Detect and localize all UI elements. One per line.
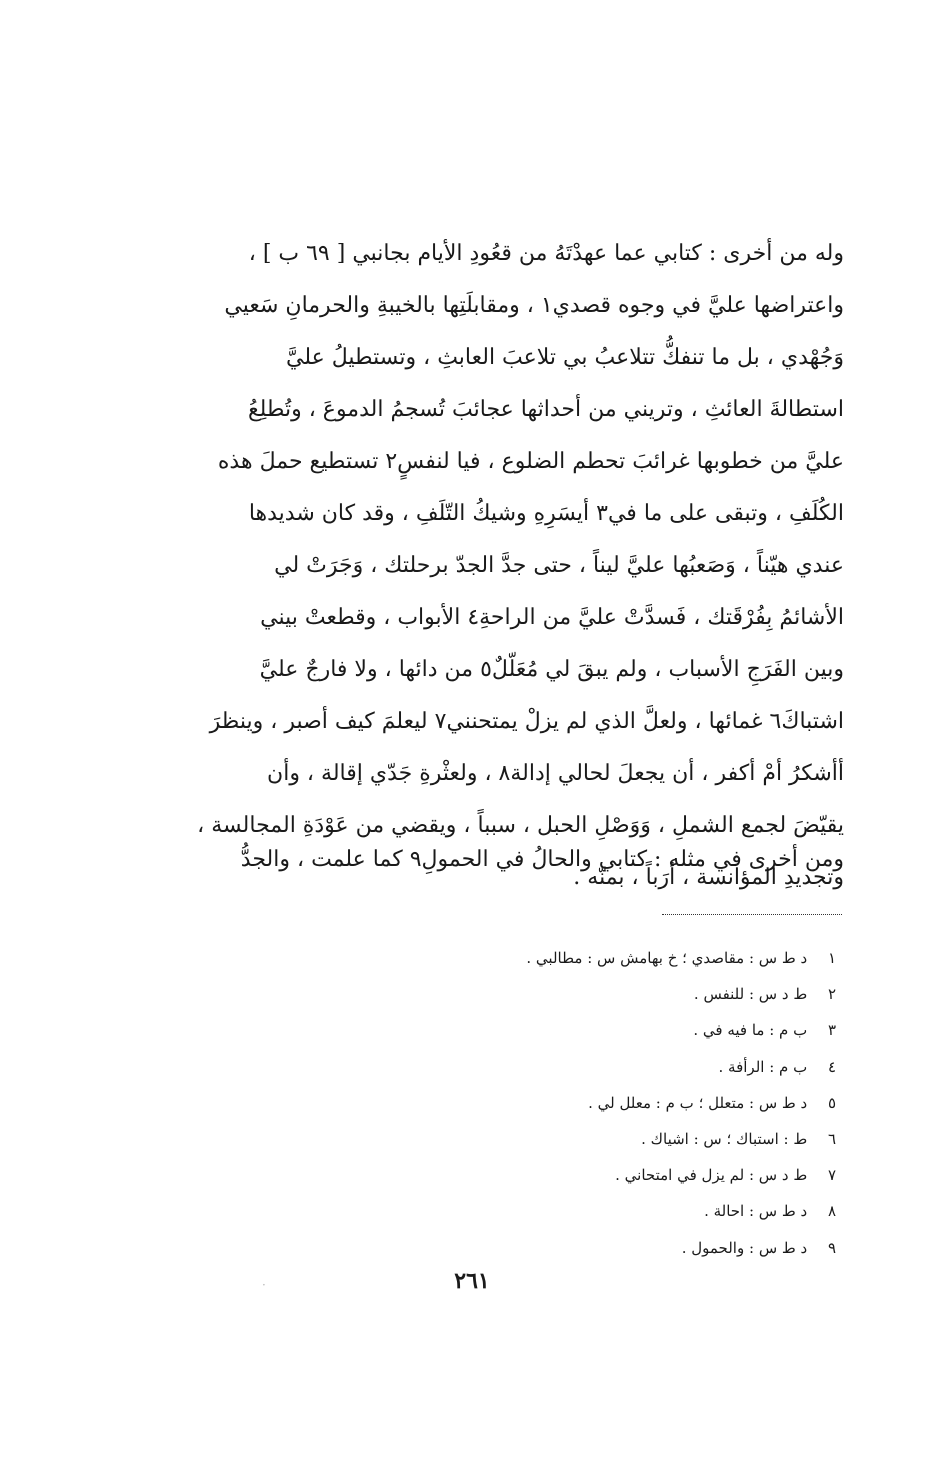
footnote-text: ط : استباك ؛ س : اشياك . [641, 1129, 808, 1148]
footnote-text: ط د س : للنفس . [693, 985, 808, 1004]
text-line: يقيّضَ لجمع الشملِ ، وَوَصْلِ الحبل ، سبباً ، ويقضي من عَوْدَةِ المجالسة ، [197, 813, 844, 838]
text-line: واعتراضها عليَّ في وجوه قصدي١ ، ومقابلَتِها بالخيبةِ والحرمانِ سَعيي [224, 293, 844, 318]
footnote-text: د ط س : والحمول . [681, 1238, 808, 1257]
second-paragraph: ومن أخرى في مثله : كتابي والحالُ في الحمولِ٩ كما علمت ، والجدُّ [240, 847, 844, 872]
footnote-number: ٥ [827, 1093, 836, 1112]
footnote-item [276, 1157, 836, 1193]
scan-speck: · [262, 1278, 266, 1292]
footnote-item [276, 1085, 836, 1121]
text-line: الكُلَفِ ، وتبقى على ما في٣ أيسَرِهِ وشيكُ التّلَفِ ، وقد كان شديدها [248, 501, 844, 526]
footnote-number: ٨ [827, 1202, 836, 1221]
text-line: اشتباكَ٦ غمائها ، ولعلَّ الذي لم يزلْ يمتحنني٧ ليعلمَ كيف أصبر ، وينظرَ [209, 709, 844, 734]
footnote-number: ١ [827, 949, 836, 967]
text-line: أأشكرُ أمْ أكفر ، أن يجعلَ لحالي إدالة٨ ، ولعثْرةِ جَدّي إقالة ، وأن [267, 761, 844, 786]
footnote-number: ٤ [827, 1057, 836, 1076]
footnote-text: د ط س : متعلل ؛ ب م : معلل لي . [588, 1093, 808, 1112]
text-line: وله من أخرى : كتابي عما عهدْتَهُ من قعُودِ الأيام بجانبي [ ٦٩ ب ] ، [248, 241, 844, 266]
footnote-item [276, 1121, 836, 1157]
text-line: عليَّ من خطوبها غرائبَ تحطم الضلوع ، فيا لنفسٍ٢ تستطيع حملَ هذه [217, 449, 844, 474]
footnote-text: د ط س : احالة . [704, 1202, 808, 1221]
footnote-item [276, 1230, 836, 1266]
footnote-item [276, 1049, 836, 1085]
footnote-text: د ط س : مقاصدي ؛ خ بهامش س : مطالبي . [526, 949, 808, 967]
text-line-last: وتجديدِ المؤانسة ، أرَباً ، بمنّه . [573, 865, 844, 890]
footnote-text: ب م : الرأفة . [718, 1057, 808, 1076]
footnote-number: ٦ [827, 1129, 836, 1148]
footnote-item [276, 976, 836, 1012]
footnote-separator [662, 914, 842, 915]
page-number: ٢٦١ [454, 1268, 490, 1294]
footnote-number: ٩ [827, 1238, 836, 1257]
footnote-item [276, 1012, 836, 1048]
text-line: عندي هيّناً ، وَصَعبُها عليَّ ليناً ، حتى جدَّ الجدّ برحلتك ، وَجَرَتْ لي [274, 553, 844, 578]
text-line: وبين الفَرَجِ الأسباب ، ولم يبقَ لي مُعَلّلٌ٥ من دائها ، ولا فارجٌ عليَّ [259, 657, 844, 682]
footnote-number: ٧ [827, 1166, 836, 1185]
main-paragraph [180, 228, 844, 904]
footnote-number: ٣ [827, 1021, 836, 1040]
footnotes [276, 940, 836, 1266]
text-line: استطالةَ العائثِ ، وتريني من أحداثها عجائبَ تُسجمُ الدموعَ ، وتُطلِعُ [247, 397, 844, 422]
footnote-item [276, 1193, 836, 1229]
footnote-text: ب م : ما فيه في . [693, 1021, 808, 1040]
text-line: الأشائمُ بِفُرْقَتك ، فَسدَّتْ عليَّ من الراحةِ٤ الأبواب ، وقطعتْ بيني [260, 605, 844, 630]
footnote-number: ٢ [827, 985, 836, 1004]
footnote-text: ط د س : لم يزل في امتحاني . [615, 1166, 808, 1185]
text-line: وَجُهْدي ، بل ما تنفكُّ تتلاعبُ بي تلاعبَ العابثِ ، وتستطيلُ عليَّ [286, 345, 844, 370]
footnote-item [276, 940, 836, 976]
